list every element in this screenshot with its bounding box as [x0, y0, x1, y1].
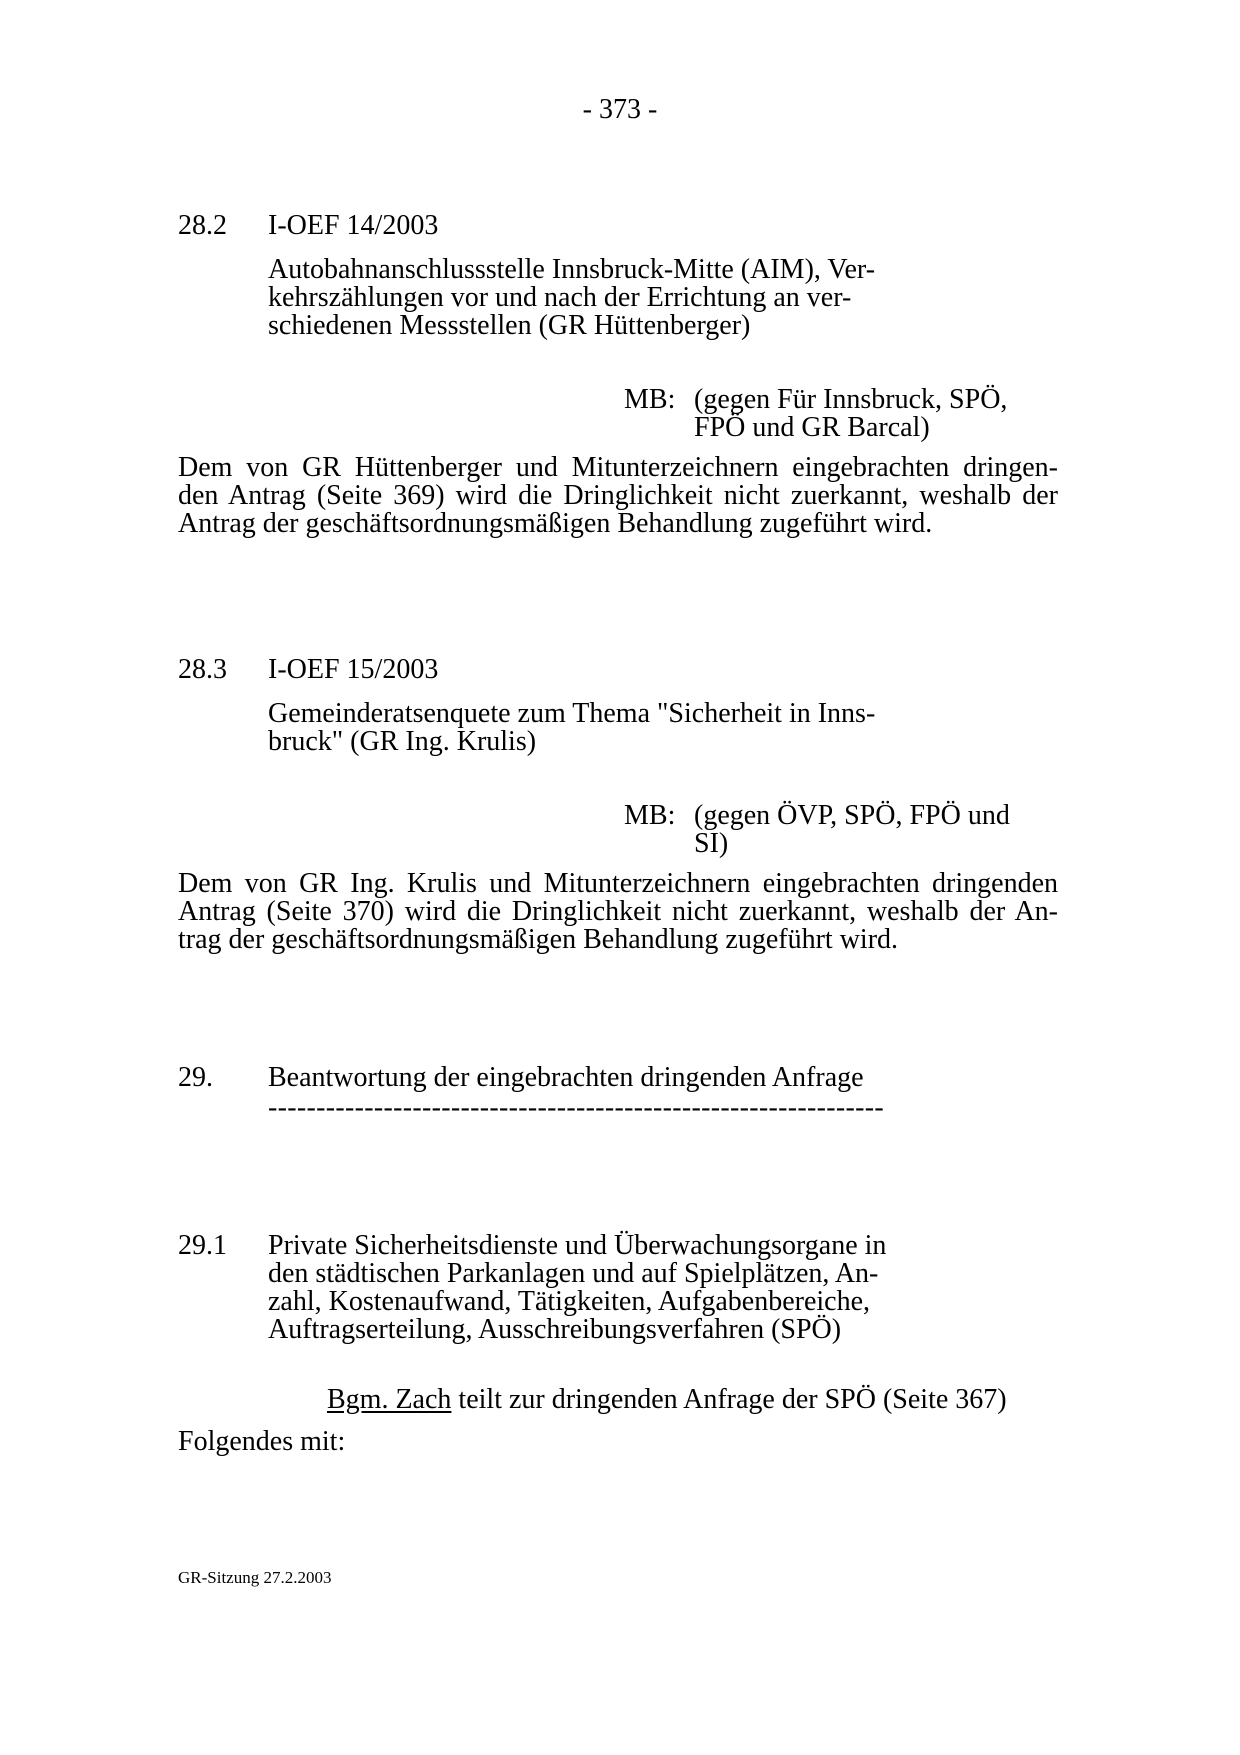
speaker-name: Bgm. Zach [327, 1384, 452, 1415]
mb-line: FPÖ und GR Barcal) [694, 412, 930, 443]
item-title [268, 1232, 886, 1344]
decision-line: Antrag (Seite 370) wird die Dringlichkeit nicht zuerkannt, weshalb der An- [178, 896, 1058, 927]
title-line: Gemeinderatsenquete zum Thema "Sicherheit in Inns- [268, 698, 876, 729]
section-rule: ---------------------------------------------------------------- [268, 1092, 884, 1123]
item-title [268, 700, 875, 756]
section-number: 29. [178, 1062, 213, 1093]
statement-text: teilt zur dringenden Anfrage der SPÖ (Seite 367) [451, 1384, 1007, 1415]
title-line: Auftragserteilung, Ausschreibungsverfahren (SPÖ) [268, 1314, 842, 1345]
title-line: den städtischen Parkanlagen und auf Spielplätzen, An- [268, 1258, 879, 1289]
decision-paragraph [178, 870, 1058, 954]
title-line: Private Sicherheitsdienste und Überwachungsorgane in [268, 1230, 887, 1261]
mb-vote [694, 386, 1007, 442]
title-line: zahl, Kostenaufwand, Tätigkeiten, Aufgabenbereiche, [268, 1286, 871, 1317]
item-number: 28.2 [178, 210, 227, 241]
decision-line: Dem von GR Ing. Krulis und Mitunterzeichnern eingebrachten dringenden [178, 868, 1058, 899]
item-title [268, 256, 875, 340]
mb-label: MB: [624, 800, 676, 831]
section-title: Beantwortung der eingebrachten dringenden Anfrage [268, 1062, 864, 1093]
mb-line: (gegen ÖVP, SPÖ, FPÖ und [694, 800, 1010, 831]
item-number: 29.1 [178, 1230, 227, 1261]
mb-line: SI) [694, 828, 729, 859]
page-number: - 373 - [582, 94, 658, 125]
decision-line: Antrag der geschäftsordnungsmäßigen Behandlung zugeführt wird. [178, 508, 933, 539]
footer: GR-Sitzung 27.2.2003 [178, 1568, 332, 1587]
item-code: I-OEF 15/2003 [268, 654, 439, 685]
title-line: schiedenen Messstellen (GR Hüttenberger) [268, 310, 751, 341]
mb-vote [694, 802, 1010, 858]
statement-continuation: Folgendes mit: [178, 1426, 346, 1457]
statement-line [327, 1386, 1007, 1414]
decision-line: den Antrag (Seite 369) wird die Dringlichkeit nicht zuerkannt, weshalb der [178, 480, 1058, 511]
title-line: Autobahnanschlussstelle Innsbruck-Mitte (AIM), Ver- [268, 254, 876, 285]
decision-line: trag der geschäftsordnungsmäßigen Behandlung zugeführt wird. [178, 924, 899, 955]
title-line: bruck" (GR Ing. Krulis) [268, 726, 537, 757]
decision-line: Dem von GR Hüttenberger und Mitunterzeichnern eingebrachten dringen- [178, 452, 1058, 483]
item-code: I-OEF 14/2003 [268, 210, 439, 241]
mb-label: MB: [624, 384, 676, 415]
mb-line: (gegen Für Innsbruck, SPÖ, [694, 384, 1008, 415]
decision-paragraph [178, 454, 1058, 538]
title-line: kehrszählungen vor und nach der Errichtung an ver- [268, 282, 852, 313]
item-number: 28.3 [178, 654, 227, 685]
